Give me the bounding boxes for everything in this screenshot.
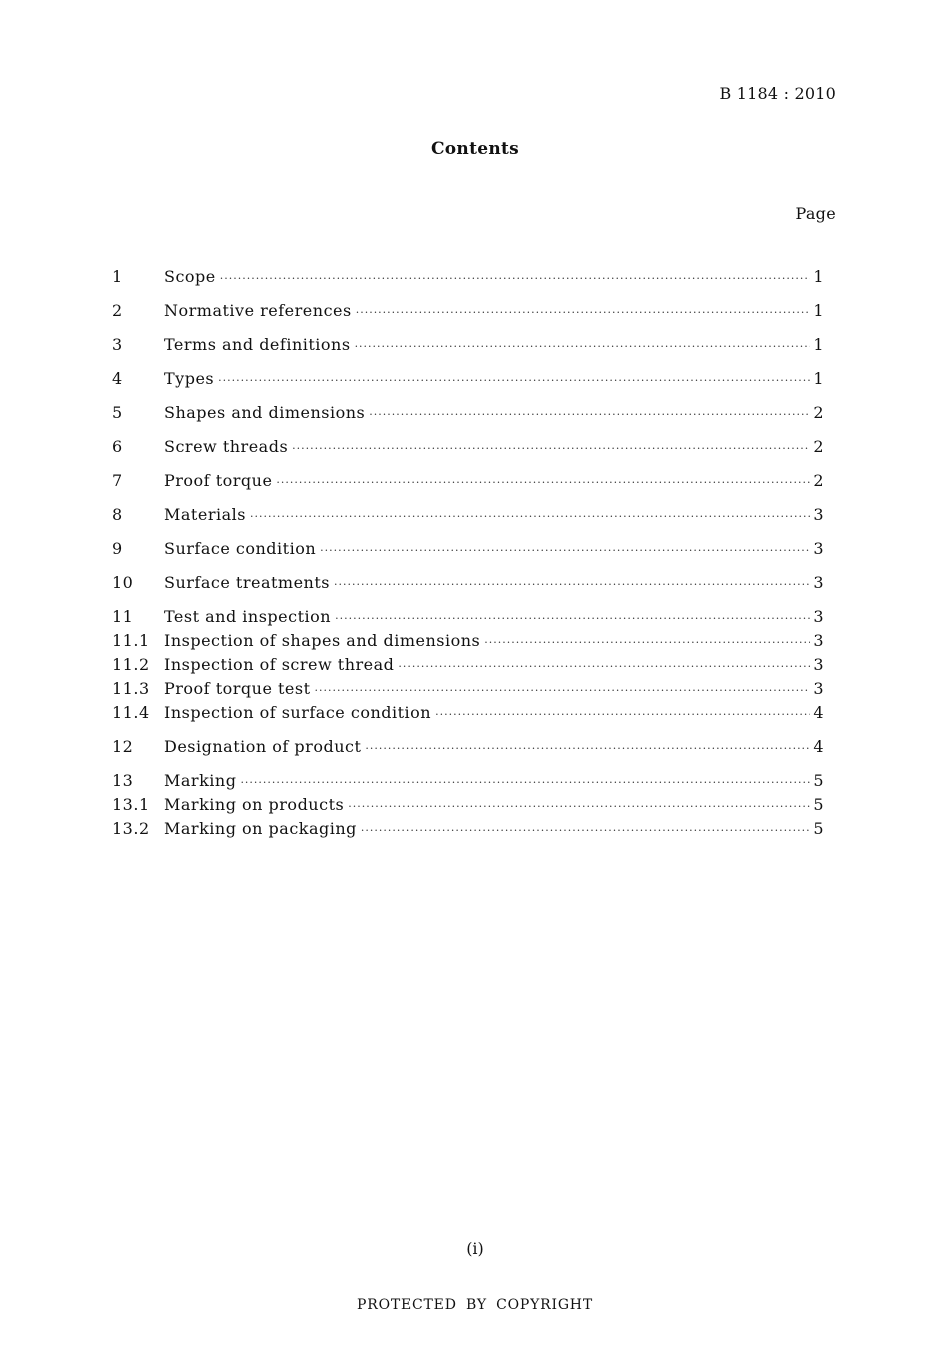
toc-entry-number: 2 xyxy=(112,301,123,320)
toc-entry[interactable] xyxy=(112,469,824,493)
toc-entry-title: Surface condition xyxy=(164,539,317,558)
toc-entry-title: Marking on packaging xyxy=(164,819,357,838)
toc-entry-page: 2 xyxy=(813,403,824,422)
dot-leader xyxy=(334,573,810,597)
toc-entry-page: 3 xyxy=(813,607,824,626)
toc-entry[interactable] xyxy=(112,769,824,793)
toc-entry-title: Proof torque xyxy=(164,471,273,490)
toc-entry-number: 13 xyxy=(112,771,134,790)
toc-entry[interactable] xyxy=(112,503,824,527)
toc-entry-number: 10 xyxy=(112,573,134,592)
toc-entry[interactable] xyxy=(112,299,824,323)
toc-entry-page: 1 xyxy=(813,369,824,388)
toc-entry[interactable] xyxy=(112,653,824,677)
toc-entry-title: Test and inspection xyxy=(164,607,332,626)
dot-leader xyxy=(348,795,810,819)
toc-entry[interactable] xyxy=(112,537,824,561)
toc-entry[interactable] xyxy=(112,629,824,653)
toc-entry-title: Surface treatments xyxy=(164,573,330,592)
dot-leader xyxy=(315,679,811,703)
toc-entry-number: 6 xyxy=(112,437,123,456)
toc-entry-number: 11.3 xyxy=(112,679,150,698)
toc-entry[interactable] xyxy=(112,571,824,595)
toc-entry-page: 4 xyxy=(813,703,824,722)
toc-entry-title: Marking xyxy=(164,771,237,790)
toc-entry[interactable] xyxy=(112,793,824,817)
page-folio: (i) xyxy=(466,1239,484,1258)
toc-entry-page: 5 xyxy=(813,795,824,814)
toc-entry[interactable] xyxy=(112,367,824,391)
dot-leader xyxy=(365,737,810,761)
toc-entry-number: 1 xyxy=(112,267,123,286)
toc-entry[interactable] xyxy=(112,435,824,459)
toc-entry-page: 1 xyxy=(813,301,824,320)
toc-entry-number: 11.2 xyxy=(112,655,150,674)
toc-entry-number: 7 xyxy=(112,471,123,490)
toc-entry[interactable] xyxy=(112,735,824,759)
toc-entry-page: 5 xyxy=(813,819,824,838)
dot-leader xyxy=(240,771,810,795)
dot-leader xyxy=(335,607,810,631)
dot-leader xyxy=(398,655,810,679)
dot-leader xyxy=(250,505,810,529)
dot-leader xyxy=(356,301,811,325)
toc-entry[interactable] xyxy=(112,817,824,841)
toc-entry-page: 2 xyxy=(813,437,824,456)
toc-entry-title: Designation of product xyxy=(164,737,362,756)
page-title: Contents xyxy=(430,139,520,159)
dot-leader xyxy=(435,703,810,727)
dot-leader xyxy=(361,819,810,843)
toc-entry-title: Inspection of surface condition xyxy=(164,703,432,722)
toc-entry-page: 1 xyxy=(813,267,824,286)
toc-entry[interactable] xyxy=(112,265,824,289)
toc-entry-number: 4 xyxy=(112,369,123,388)
toc-entry-page: 4 xyxy=(813,737,824,756)
toc-entry-page: 3 xyxy=(813,655,824,674)
dot-leader xyxy=(292,437,810,461)
toc-entry-number: 13.1 xyxy=(112,795,150,814)
toc-entry-number: 5 xyxy=(112,403,123,422)
dot-leader xyxy=(355,335,811,359)
toc-entry-number: 11.4 xyxy=(112,703,150,722)
toc-entry-number: 3 xyxy=(112,335,123,354)
standard-number: B 1184 : 2010 xyxy=(719,84,836,103)
toc-entry-title: Inspection of shapes and dimensions xyxy=(164,631,481,650)
toc-entry-page: 3 xyxy=(813,631,824,650)
dot-leader xyxy=(369,403,810,427)
dot-leader xyxy=(484,631,810,655)
dot-leader xyxy=(320,539,810,563)
toc-entry-page: 3 xyxy=(813,679,824,698)
toc-entry[interactable] xyxy=(112,401,824,425)
toc-entry-page: 1 xyxy=(813,335,824,354)
toc-entry-page: 5 xyxy=(813,771,824,790)
toc-entry-number: 8 xyxy=(112,505,123,524)
toc-entry-page: 3 xyxy=(813,573,824,592)
toc-entry-number: 9 xyxy=(112,539,123,558)
toc-entry[interactable] xyxy=(112,701,824,725)
toc-entry-title: Types xyxy=(164,369,215,388)
toc-entry-title: Proof torque test xyxy=(164,679,311,698)
toc-entry[interactable] xyxy=(112,677,824,701)
toc-entry-title: Scope xyxy=(164,267,216,286)
page-column-heading: Page xyxy=(795,204,836,223)
toc-entry[interactable] xyxy=(112,605,824,629)
table-of-contents xyxy=(112,265,824,841)
toc-entry-title: Materials xyxy=(164,505,246,524)
copyright-notice: PROTECTED BY COPYRIGHT xyxy=(357,1297,593,1313)
toc-entry-number: 11.1 xyxy=(112,631,150,650)
dot-leader xyxy=(276,471,810,495)
toc-entry[interactable] xyxy=(112,333,824,357)
toc-entry-title: Shapes and dimensions xyxy=(164,403,366,422)
toc-entry-title: Marking on products xyxy=(164,795,345,814)
toc-entry-title: Inspection of screw thread xyxy=(164,655,395,674)
toc-entry-title: Terms and definitions xyxy=(164,335,351,354)
toc-entry-title: Screw threads xyxy=(164,437,289,456)
toc-entry-number: 11 xyxy=(112,607,134,626)
dot-leader xyxy=(220,267,811,291)
toc-entry-page: 3 xyxy=(813,505,824,524)
dot-leader xyxy=(218,369,810,393)
toc-entry-page: 3 xyxy=(813,539,824,558)
toc-entry-number: 13.2 xyxy=(112,819,150,838)
toc-entry-page: 2 xyxy=(813,471,824,490)
toc-entry-title: Normative references xyxy=(164,301,352,320)
toc-entry-number: 12 xyxy=(112,737,134,756)
